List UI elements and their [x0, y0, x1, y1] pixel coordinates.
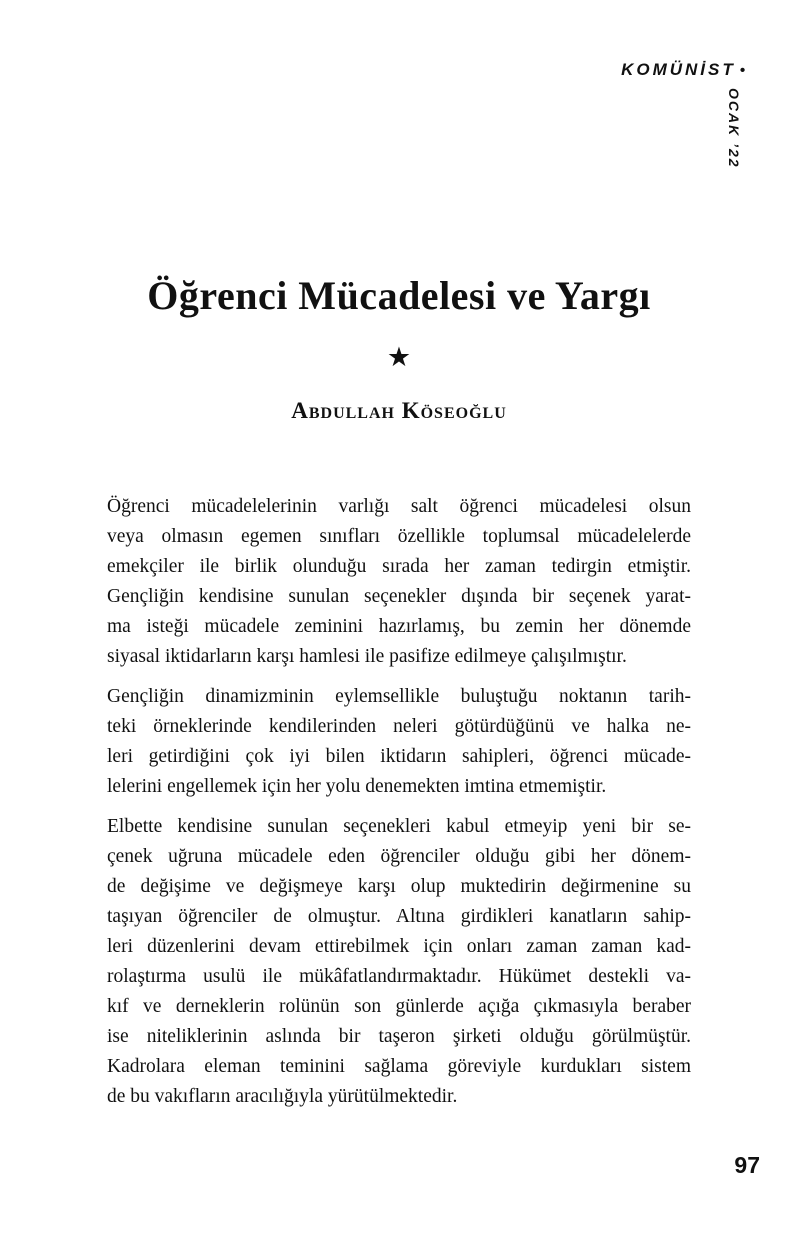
body-line: taşıyan öğrenciler de olmuştur. Altına girdikleri kanatların sahip-	[107, 906, 691, 927]
body-line: de değişime ve değişmeye karşı olup muktedirin değirmenine su	[107, 876, 691, 897]
body-line: Öğrenci mücadelelerinin varlığı salt öğrenci mücadelesi olsun	[107, 496, 691, 517]
body-line: lelerini engellemek için her yolu denemekten imtina etmemiştir.	[107, 776, 607, 797]
issue-date-vertical: OCAK ’22	[726, 88, 742, 169]
body-line: Elbette kendisine sunulan seçenekleri kabul etmeyip yeni bir se-	[107, 816, 691, 837]
body-line: ise niteliklerinin aslında bir taşeron şirketi olduğu görülmüştür.	[107, 1026, 691, 1047]
paragraph	[107, 812, 691, 1112]
body-line: teki örneklerinde kendilerinden neleri götürdüğünü ve halka ne-	[107, 716, 691, 737]
article-author: Abdullah Köseoğlu	[291, 398, 507, 423]
paragraph	[107, 682, 691, 802]
body-line: kıf ve derneklerin rolünün son günlerde açığa çıkmasıyla beraber	[107, 996, 691, 1017]
body-line: Gençliğin dinamizminin eylemsellikle buluştuğu noktanın tarih-	[107, 686, 691, 707]
body-line: leri düzenlerini devam ettirebilmek için onları zaman zaman kad-	[107, 936, 691, 957]
body-line: Kadrolara eleman teminini sağlama göreviyle kurdukları sistem	[107, 1056, 691, 1077]
body-line: siyasal iktidarların karşı hamlesi ile pasifize edilmeye çalışılmıştır.	[107, 646, 627, 667]
journal-header	[621, 60, 745, 80]
page-number: 97	[734, 1152, 760, 1178]
body-line: leri getirdiğini çok iyi bilen iktidarın sahipleri, öğrenci mücade-	[107, 746, 691, 767]
body-line: ma isteği mücadele zeminini hazırlamış, bu zemin her dönemde	[107, 616, 691, 637]
article-title: Öğrenci Mücadelesi ve Yargı	[147, 273, 651, 318]
body-line: veya olmasın egemen sınıfları özellikle toplumsal mücadelelerde	[107, 526, 691, 547]
body-line: emekçiler ile birlik olunduğu sırada her zaman tedirgin etmiştir.	[107, 556, 691, 577]
header-bullet-icon: •	[739, 62, 745, 79]
star-divider-icon: ★	[386, 342, 412, 372]
article-body	[107, 492, 691, 1122]
journal-name: KOMÜNİST	[621, 60, 736, 79]
paragraph	[107, 492, 691, 672]
body-line: Gençliğin kendisine sunulan seçenekler dışında bir seçenek yarat-	[107, 586, 691, 607]
body-line: çenek uğruna mücadele eden öğrenciler olduğu gibi her dönem-	[107, 846, 691, 867]
body-line: rolaştırma usulü ile mükâfatlandırmaktadır. Hükümet destekli va-	[107, 966, 691, 987]
body-line: de bu vakıfların aracılığıyla yürütülmektedir.	[107, 1086, 458, 1107]
